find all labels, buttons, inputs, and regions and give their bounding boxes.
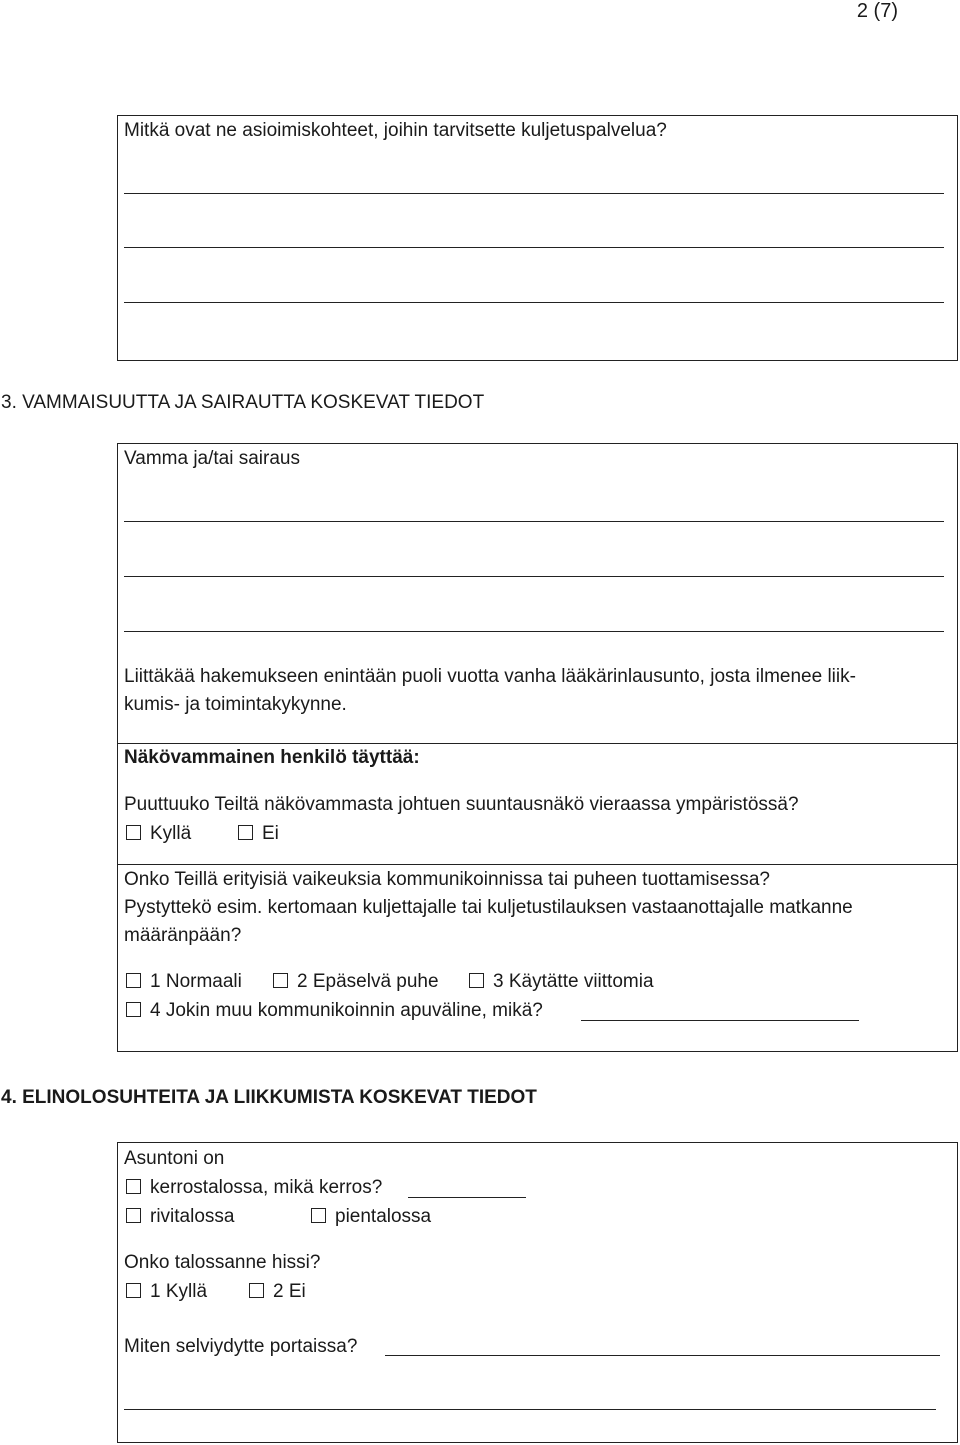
orientation-question: Puuttuuko Teiltä näkövammasta johtuen suuntausnäkö vieraassa ympäristössä?	[124, 794, 799, 815]
comm-opt4-checkbox[interactable]	[126, 1002, 141, 1017]
elevator-no-option[interactable]	[249, 1281, 306, 1303]
disability-answer-line-2[interactable]	[124, 576, 944, 577]
housing-opt1-option[interactable]	[126, 1177, 382, 1199]
page-number: 2 (7)	[856, 0, 898, 22]
attach-note-line1: Liittäkää hakemukseen enintään puoli vuotta vanha lääkärinlausunto, josta ilmenee liik-	[124, 666, 856, 687]
disability-label: Vamma ja/tai sairaus	[124, 448, 300, 469]
housing-opt2-checkbox[interactable]	[126, 1208, 141, 1223]
disability-answer-line-3[interactable]	[124, 631, 944, 632]
housing-opt3-label: pientalossa	[335, 1206, 432, 1227]
comm-other-answer-line[interactable]	[581, 1020, 859, 1021]
comm-question-line3: määränpään?	[124, 925, 242, 946]
destinations-answer-line-3[interactable]	[124, 302, 944, 303]
disability-answer-line-1[interactable]	[124, 521, 944, 522]
orientation-no-checkbox[interactable]	[238, 825, 253, 840]
comm-question-line1: Onko Teillä erityisiä vaikeuksia kommunikoinnissa tai puheen tuottamisessa?	[124, 869, 770, 890]
stairs-question: Miten selviydytte portaissa?	[124, 1336, 358, 1357]
orientation-no-label: Ei	[262, 823, 279, 844]
housing-opt3-option[interactable]	[311, 1206, 431, 1228]
elevator-yes-label: 1 Kyllä	[150, 1281, 208, 1302]
orientation-yes-checkbox[interactable]	[126, 825, 141, 840]
comm-opt1-label: 1 Normaali	[150, 971, 242, 992]
elevator-no-checkbox[interactable]	[249, 1283, 264, 1298]
housing-opt2-label: rivitalossa	[150, 1206, 235, 1227]
comm-opt3-option[interactable]	[469, 971, 654, 993]
orientation-yes-option[interactable]	[126, 823, 191, 845]
stairs-answer-line-2[interactable]	[124, 1409, 936, 1410]
comm-opt4-label: 4 Jokin muu kommunikoinnin apuväline, mikä?	[150, 1000, 543, 1021]
elevator-yes-option[interactable]	[126, 1281, 207, 1303]
comm-opt1-option[interactable]	[126, 971, 242, 993]
visually-impaired-heading: Näkövammainen henkilö täyttää:	[124, 747, 420, 768]
housing-label: Asuntoni on	[124, 1148, 225, 1169]
section3-divider-1	[117, 743, 958, 744]
housing-opt3-checkbox[interactable]	[311, 1208, 326, 1223]
comm-question-line2: Pystyttekö esim. kertomaan kuljettajalle tai kuljetustilauksen vastaanottajalle matkanne	[124, 897, 853, 918]
comm-opt1-checkbox[interactable]	[126, 973, 141, 988]
comm-opt2-label: 2 Epäselvä puhe	[297, 971, 439, 992]
destinations-answer-line-1[interactable]	[124, 193, 944, 194]
section3-divider-2	[117, 864, 958, 865]
destinations-box	[117, 115, 958, 361]
housing-opt1-label: kerrostalossa, mikä kerros?	[150, 1177, 383, 1198]
comm-opt2-option[interactable]	[273, 971, 439, 993]
floor-answer-line[interactable]	[408, 1197, 526, 1198]
section4-heading: 4. ELINOLOSUHTEITA JA LIIKKUMISTA KOSKEVAT TIEDOT	[1, 1087, 537, 1108]
comm-opt2-checkbox[interactable]	[273, 973, 288, 988]
elevator-yes-checkbox[interactable]	[126, 1283, 141, 1298]
housing-opt1-checkbox[interactable]	[126, 1179, 141, 1194]
comm-opt3-checkbox[interactable]	[469, 973, 484, 988]
orientation-no-option[interactable]	[238, 823, 279, 845]
attach-note-line2: kumis- ja toimintakykynne.	[124, 694, 347, 715]
housing-opt2-option[interactable]	[126, 1206, 234, 1228]
elevator-no-label: 2 Ei	[273, 1281, 306, 1302]
section3-heading: 3. VAMMAISUUTTA JA SAIRAUTTA KOSKEVAT TIEDOT	[1, 392, 485, 413]
comm-opt3-label: 3 Käytätte viittomia	[493, 971, 654, 992]
orientation-yes-label: Kyllä	[150, 823, 192, 844]
destinations-answer-line-2[interactable]	[124, 247, 944, 248]
comm-opt4-option[interactable]	[126, 1000, 543, 1022]
destinations-question: Mitkä ovat ne asioimiskohteet, joihin tarvitsette kuljetuspalvelua?	[124, 120, 667, 141]
stairs-answer-line-1[interactable]	[385, 1355, 940, 1356]
elevator-question: Onko talossanne hissi?	[124, 1252, 321, 1273]
